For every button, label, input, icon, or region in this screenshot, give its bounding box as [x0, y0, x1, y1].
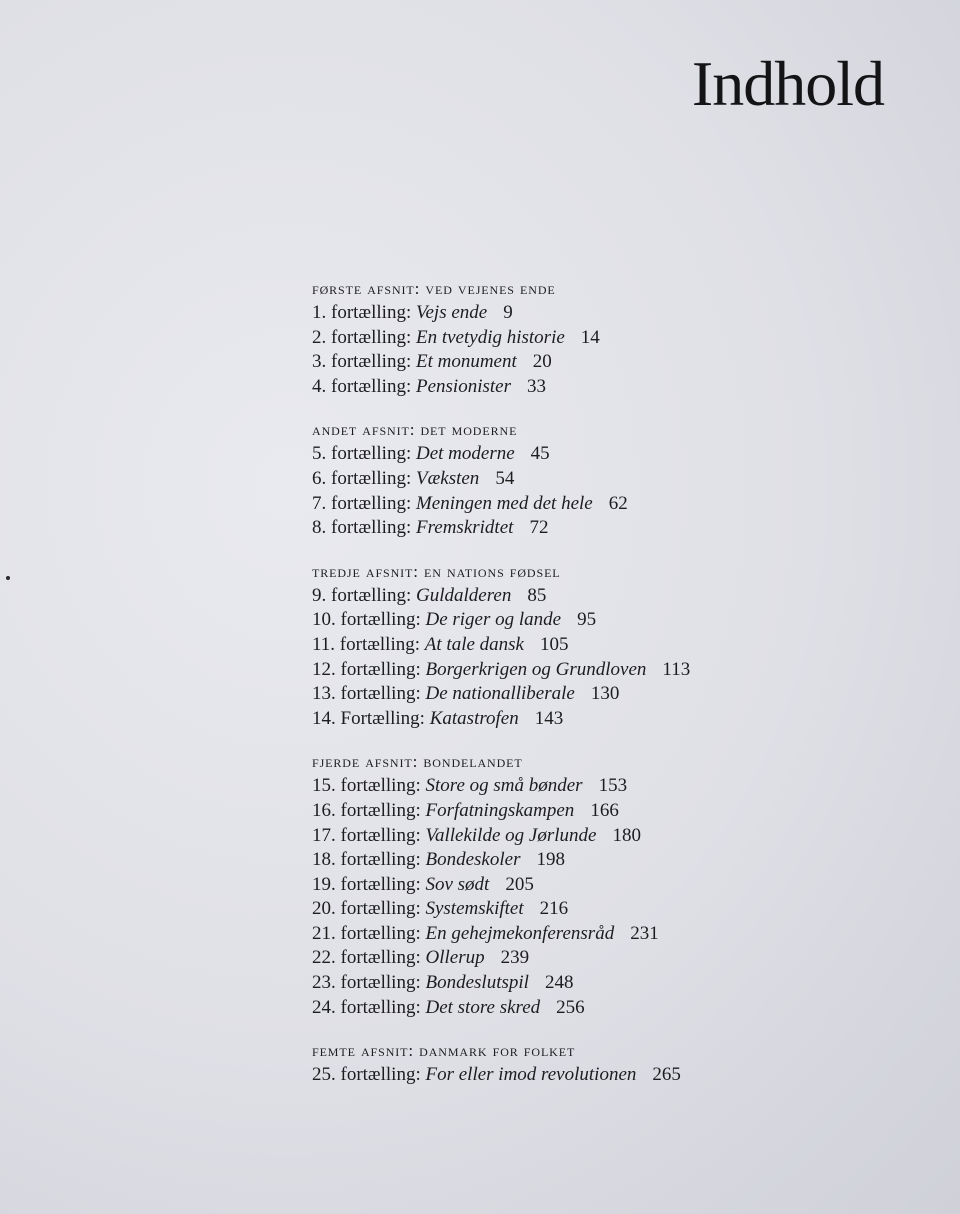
entry-title: Det store skred — [425, 996, 541, 1018]
toc-section — [312, 563, 932, 732]
toc-entry — [312, 897, 932, 922]
toc-entry — [312, 608, 932, 633]
entry-page-number: 180 — [612, 824, 641, 846]
entry-page-number: 33 — [526, 375, 546, 397]
entry-title: Et monument — [415, 351, 517, 373]
entry-page-number: 9 — [503, 302, 513, 323]
toc-section — [312, 421, 932, 540]
entry-page-number: 62 — [608, 492, 628, 514]
toc-entry — [312, 682, 932, 707]
entry-title: Væksten — [415, 467, 480, 489]
toc-entry — [312, 922, 932, 947]
entry-label: 14. Fortælling: — [312, 707, 425, 729]
entry-label: 22. fortælling: — [312, 947, 421, 969]
entry-label: 3. fortælling: — [312, 351, 412, 373]
entry-title: Vejs ende — [415, 302, 488, 323]
toc-section — [312, 280, 932, 399]
toc-entry — [312, 467, 932, 492]
toc-entry — [312, 971, 932, 996]
entry-label: 1. fortælling: — [312, 302, 412, 323]
entry-title: En tvetydig historie — [415, 326, 565, 348]
entry-title: Fremskridtet — [415, 517, 514, 539]
toc-entry — [312, 516, 932, 541]
toc-entry — [312, 658, 932, 683]
entry-page-number: 20 — [532, 351, 552, 373]
toc-entry — [312, 774, 932, 799]
toc-entry — [312, 707, 932, 732]
entry-title: Ollerup — [425, 947, 485, 969]
entry-label: 5. fortælling: — [312, 443, 412, 465]
entry-label: 2. fortælling: — [312, 326, 412, 348]
entry-page-number: 85 — [527, 584, 547, 606]
toc-entry — [312, 633, 932, 658]
entry-label: 17. fortælling: — [312, 824, 421, 846]
section-heading: fjerde afsnit: bondelandet — [312, 752, 523, 772]
entry-page-number: 153 — [598, 775, 628, 797]
toc-entry — [312, 824, 932, 849]
entry-page-number: 265 — [652, 1064, 681, 1086]
section-heading: femte afsnit: danmark for folket — [312, 1041, 576, 1061]
toc-entry — [312, 492, 932, 517]
entry-label: 18. fortælling: — [312, 849, 421, 871]
entry-page-number: 45 — [530, 443, 550, 465]
toc-section — [312, 753, 932, 1020]
toc-entry — [312, 996, 932, 1021]
toc-section — [312, 1042, 932, 1088]
entry-label: 7. fortælling: — [312, 492, 412, 514]
entry-title: De nationalliberale — [425, 683, 575, 705]
entry-title: Bondeslutspil — [425, 972, 529, 994]
entry-label: 20. fortælling: — [312, 898, 421, 920]
entry-page-number: 95 — [577, 609, 597, 631]
entry-page-number: 54 — [495, 467, 515, 489]
section-heading: andet afsnit: det moderne — [312, 420, 518, 440]
toc-entry — [312, 350, 932, 375]
entry-title: Systemskiftet — [425, 898, 524, 920]
toc-entry — [312, 873, 932, 898]
entry-title: De riger og lande — [425, 609, 562, 631]
entry-page-number: 239 — [500, 947, 530, 969]
entry-title: Meningen med det hele — [415, 492, 593, 514]
entry-page-number: 143 — [534, 707, 564, 729]
entry-page-number: 198 — [536, 849, 565, 871]
entry-title: Sov sødt — [425, 873, 490, 895]
entry-page-number: 166 — [590, 799, 619, 821]
entry-title: At tale dansk — [424, 633, 524, 655]
entry-label: 10. fortælling: — [312, 609, 421, 631]
entry-label: 9. fortælling: — [312, 584, 412, 606]
entry-title: Bondeskoler — [425, 849, 521, 871]
entry-label: 15. fortælling: — [312, 775, 421, 797]
page-speck — [6, 576, 10, 580]
entry-label: 12. fortælling: — [312, 658, 421, 680]
entry-title: Vallekilde og Jørlunde — [425, 824, 597, 846]
entry-page-number: 105 — [539, 633, 569, 655]
entry-label: 8. fortælling: — [312, 517, 412, 539]
entry-title: Borgerkrigen og Grundloven — [425, 658, 647, 680]
entry-title: Pensionister — [415, 375, 511, 397]
toc-entry — [312, 584, 932, 609]
entry-label: 21. fortælling: — [312, 922, 421, 944]
entry-page-number: 231 — [630, 922, 659, 944]
section-heading: tredje afsnit: en nations fødsel — [312, 561, 561, 581]
entry-label: 4. fortælling: — [312, 375, 412, 397]
toc-entry — [312, 442, 932, 467]
toc-entry — [312, 848, 932, 873]
toc-entry — [312, 375, 932, 400]
entry-title: En gehejmekonferensråd — [425, 922, 615, 944]
toc-entry — [312, 1063, 932, 1088]
entry-title: For eller imod revolutionen — [425, 1064, 637, 1086]
entry-page-number: 130 — [590, 683, 620, 705]
section-heading: første afsnit: ved vejenes ende — [312, 279, 556, 298]
entry-title: Forfatningskampen — [425, 799, 575, 821]
entry-page-number: 72 — [529, 517, 549, 539]
toc-entry — [312, 326, 932, 351]
entry-title: Katastrofen — [429, 707, 519, 729]
entry-label: 13. fortælling: — [312, 683, 421, 705]
entry-title: Store og små bønder — [425, 775, 583, 797]
table-of-contents — [312, 280, 932, 1110]
entry-page-number: 248 — [544, 972, 574, 994]
entry-page-number: 14 — [580, 326, 600, 348]
entry-label: 11. fortælling: — [312, 633, 421, 655]
entry-label: 16. fortælling: — [312, 799, 421, 821]
entry-title: Det moderne — [415, 443, 515, 465]
toc-entry — [312, 301, 932, 326]
page-title: Indhold — [691, 48, 884, 119]
entry-page-number: 113 — [662, 658, 691, 680]
entry-label: 24. fortælling: — [312, 996, 421, 1018]
entry-label: 6. fortælling: — [312, 467, 412, 489]
toc-entry — [312, 946, 932, 971]
toc-entry — [312, 799, 932, 824]
entry-page-number: 216 — [539, 898, 569, 920]
entry-page-number: 205 — [505, 873, 534, 895]
entry-label: 19. fortælling: — [312, 873, 421, 895]
entry-title: Guldalderen — [415, 584, 512, 606]
entry-label: 25. fortælling: — [312, 1064, 421, 1086]
entry-label: 23. fortælling: — [312, 972, 421, 994]
entry-page-number: 256 — [556, 996, 585, 1018]
